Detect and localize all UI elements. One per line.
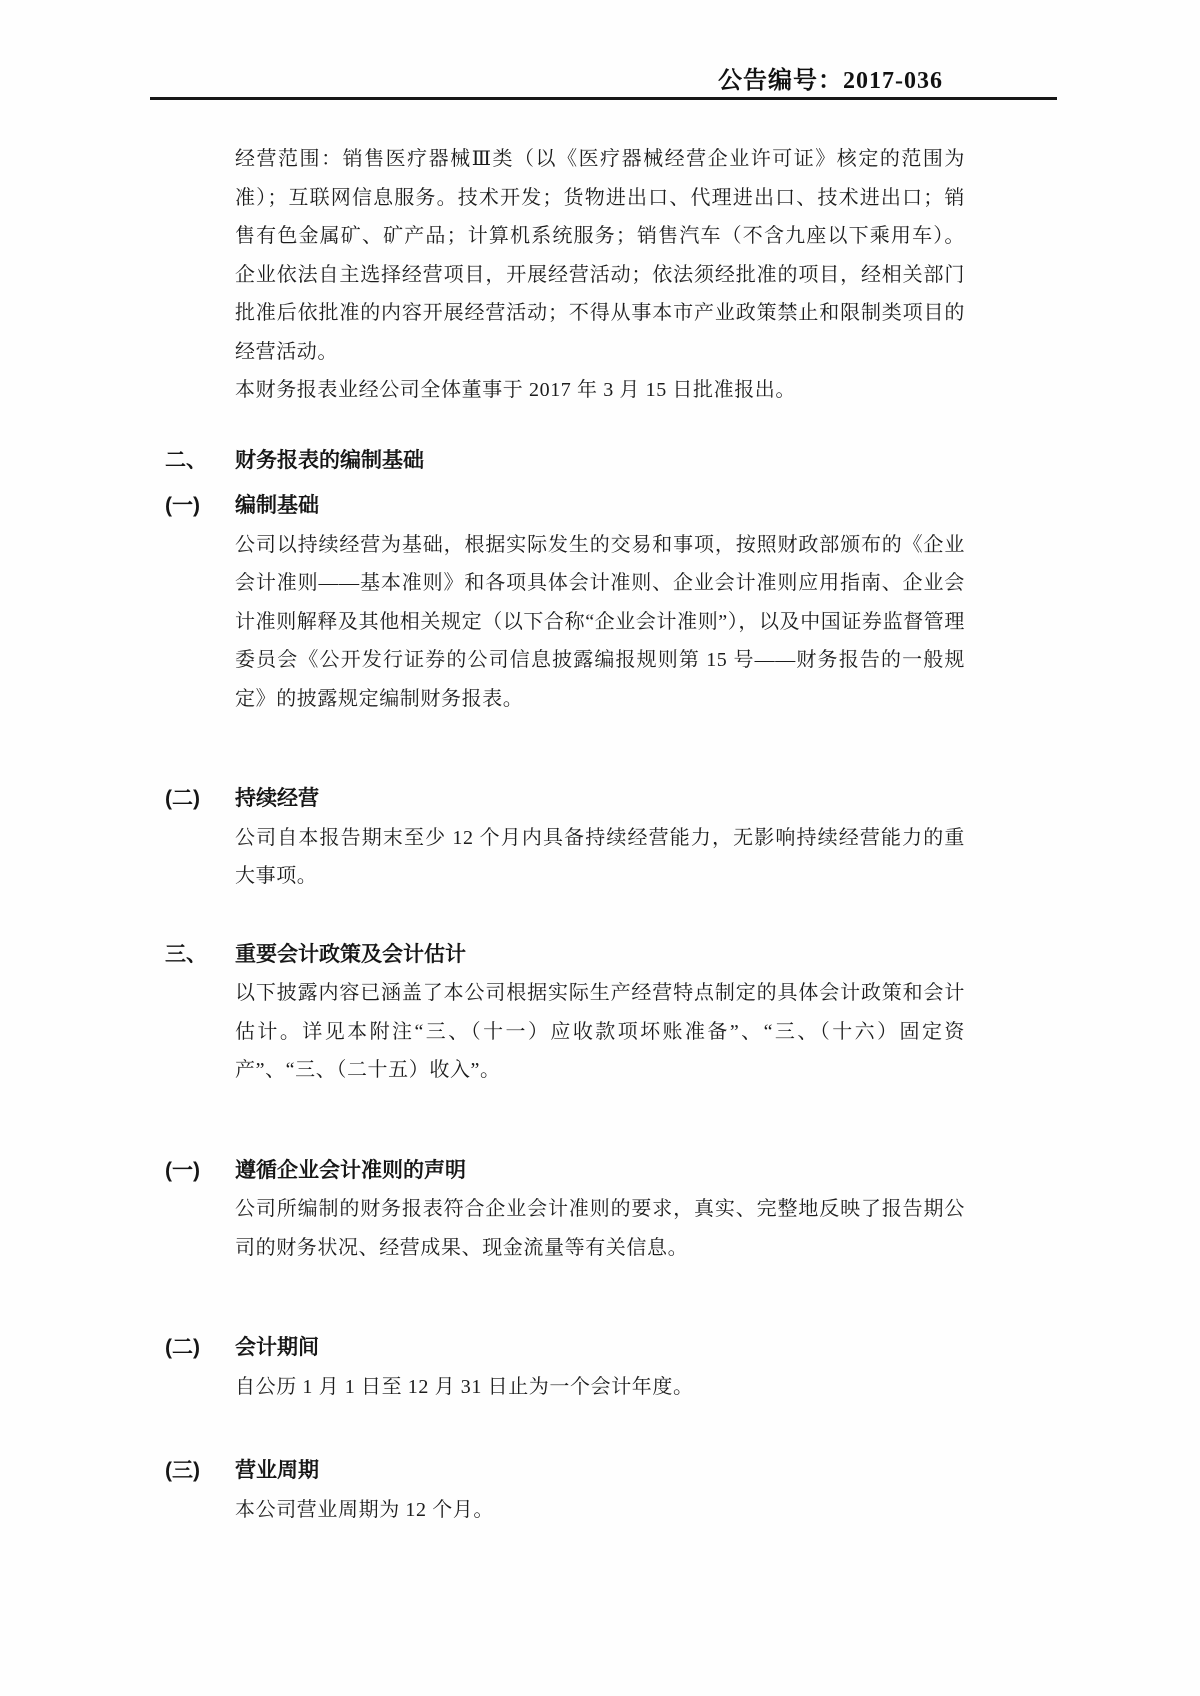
subsection-compliance-title: 遵循企业会计准则的声明 <box>235 1158 466 1182</box>
subsection-basis-body: 公司以持续经营为基础，根据实际发生的交易和事项，按照财政部颁布的《企业会计准则——基本准则》和各项具体会计准则、企业会计准则应用指南、企业会计准则解释及其他相关规定（以下合称“企业会计准则”），以及中国证券监督管理委员会《公开发行证券的公司信息披露编报规则第 15 号——财务报告的一般规定》的披露规定编制财务报表。 <box>235 533 965 710</box>
subsection-going-concern-number: (二) <box>165 787 200 810</box>
subsection-compliance-body: 公司所编制的财务报表符合企业会计准则的要求，真实、完整地反映了报告期公司的财务状况、经营成果、现金流量等有关信息。 <box>235 1198 965 1259</box>
subsection-operating-cycle-body: 本公司营业周期为 12 个月。 <box>235 1498 494 1521</box>
section-three-number: 三、 <box>165 942 207 966</box>
business-scope-paragraph: 经营范围：销售医疗器械Ⅲ类（以《医疗器械经营企业许可证》核定的范围为准）；互联网信息服务。技术开发；货物进出口、代理进出口、技术进出口；销售有色金属矿、矿产品；计算机系统服务；销售汽车（不含九座以下乘用车）。企业依法自主选择经营项目，开展经营活动；依法须经批准的项目，经相关部门批准后依批准的内容开展经营活动；不得从事本市产业政策禁止和限制类项目的经营活动。 <box>235 148 965 363</box>
subsection-going-concern-title: 持续经营 <box>235 787 319 810</box>
subsection-accounting-period-number: (二) <box>165 1336 200 1359</box>
subsection-going-concern-body: 公司自本报告期末至少 12 个月内具备持续经营能力，无影响持续经营能力的重大事项。 <box>235 826 965 887</box>
subsection-basis-title: 编制基础 <box>235 494 319 517</box>
subsection-operating-cycle-title: 营业周期 <box>235 1459 319 1482</box>
subsection-accounting-period-body: 自公历 1 月 1 日至 12 月 31 日止为一个会计年度。 <box>235 1375 694 1398</box>
approval-statement-paragraph: 本财务报表业经公司全体董事于 2017 年 3 月 15 日批准报出。 <box>235 379 796 401</box>
section-two-heading <box>165 442 965 481</box>
subsection-compliance-number: (一) <box>165 1158 200 1182</box>
subsection-basis-heading <box>165 487 965 526</box>
subsection-going-concern-heading <box>165 780 965 819</box>
subsection-accounting-period-title: 会计期间 <box>235 1336 319 1359</box>
notice-number: 公告编号：2017-036 <box>718 68 943 94</box>
section-two-title: 财务报表的编制基础 <box>235 448 424 472</box>
section-three-title: 重要会计政策及会计估计 <box>235 942 466 966</box>
section-three-heading <box>165 936 965 975</box>
section-two-number: 二、 <box>165 448 207 472</box>
subsection-operating-cycle-number: (三) <box>165 1459 200 1482</box>
subsection-basis-number: (一) <box>165 494 200 517</box>
subsection-operating-cycle-heading <box>165 1452 965 1491</box>
subsection-accounting-period-heading <box>165 1329 965 1368</box>
document-content <box>165 140 965 1529</box>
subsection-compliance-heading <box>165 1152 965 1191</box>
header-rule <box>150 97 1057 100</box>
section-three-intro-paragraph: 以下披露内容已涵盖了本公司根据实际生产经营特点制定的具体会计政策和会计估计。详见本附注“三、（十一）应收款项坏账准备”、“三、（十六）固定资产”、“三、（二十五）收入”。 <box>235 982 965 1081</box>
